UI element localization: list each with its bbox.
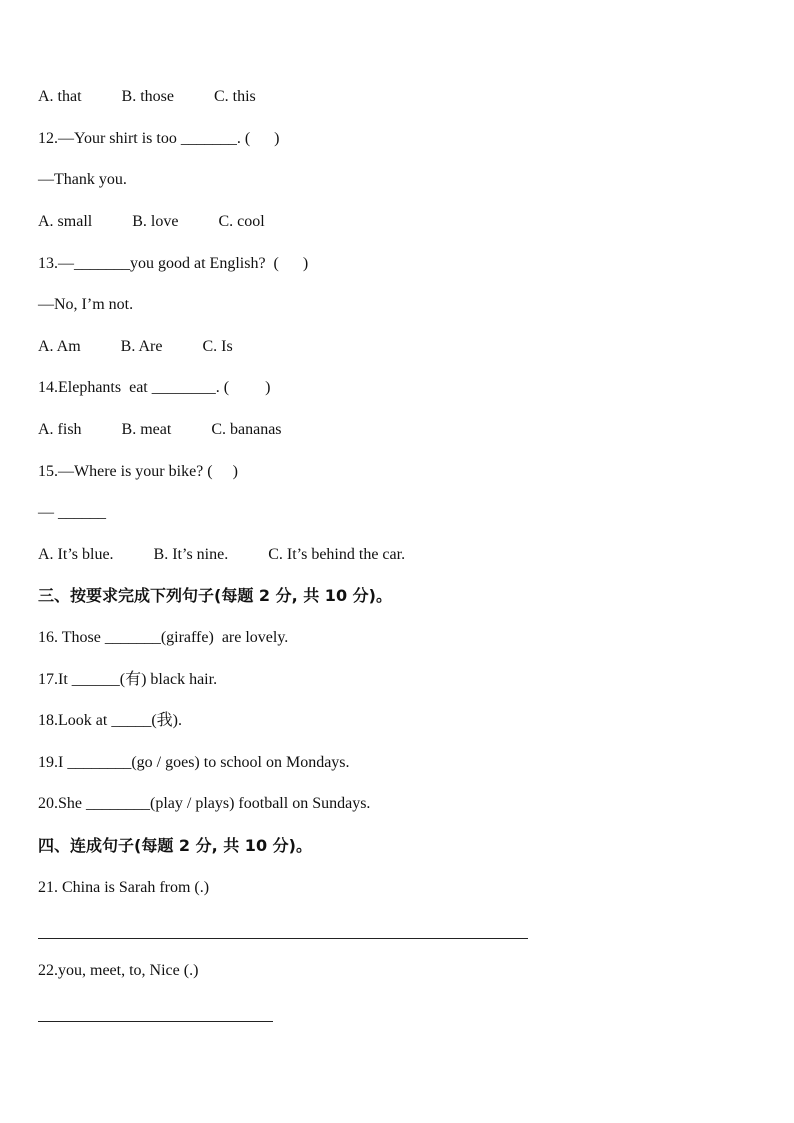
line-q13-options: A. Am B. Are C. Is xyxy=(38,338,233,355)
line-q16: 16. Those _______(giraffe) are lovely. xyxy=(38,629,289,646)
line-q12-question: 12.—Your shirt is too _______. ( ) xyxy=(38,130,280,147)
line-q15-question: 15.—Where is your bike? ( ) xyxy=(38,463,238,480)
line-q17: 17.It ______(有) black hair. xyxy=(38,671,218,688)
line-q11-options: A. that B. those C. this xyxy=(38,88,256,105)
section-3-heading: 三、按要求完成下列句子(每题 2 分, 共 10 分)。 xyxy=(38,586,392,605)
line-q13-reply: —No, I’m not. xyxy=(38,296,134,313)
line-q12-reply: —Thank you. xyxy=(38,171,127,188)
line-q19: 19.I ________(go / goes) to school on Mondays. xyxy=(38,754,350,771)
line-q22: 22.you, meet, to, Nice (.) xyxy=(38,962,199,979)
line-q13-question: 13.—_______you good at English? ( ) xyxy=(38,255,309,272)
answer-line-q21 xyxy=(38,938,528,939)
line-q20: 20.She ________(play / plays) football on Sundays. xyxy=(38,795,371,812)
line-q15-options: A. It’s blue. B. It’s nine. C. It’s behind the car. xyxy=(38,546,406,563)
answer-line-q22 xyxy=(38,1021,273,1022)
line-q18: 18.Look at _____(我). xyxy=(38,712,182,729)
section-4-heading: 四、连成句子(每题 2 分, 共 10 分)。 xyxy=(38,836,312,855)
line-q14-question: 14.Elephants eat ________. ( ) xyxy=(38,379,271,396)
line-q12-options: A. small B. love C. cool xyxy=(38,213,265,230)
line-q15-reply: — ______ xyxy=(38,504,106,521)
line-q21: 21. China is Sarah from (.) xyxy=(38,879,210,896)
line-q14-options: A. fish B. meat C. bananas xyxy=(38,421,282,438)
